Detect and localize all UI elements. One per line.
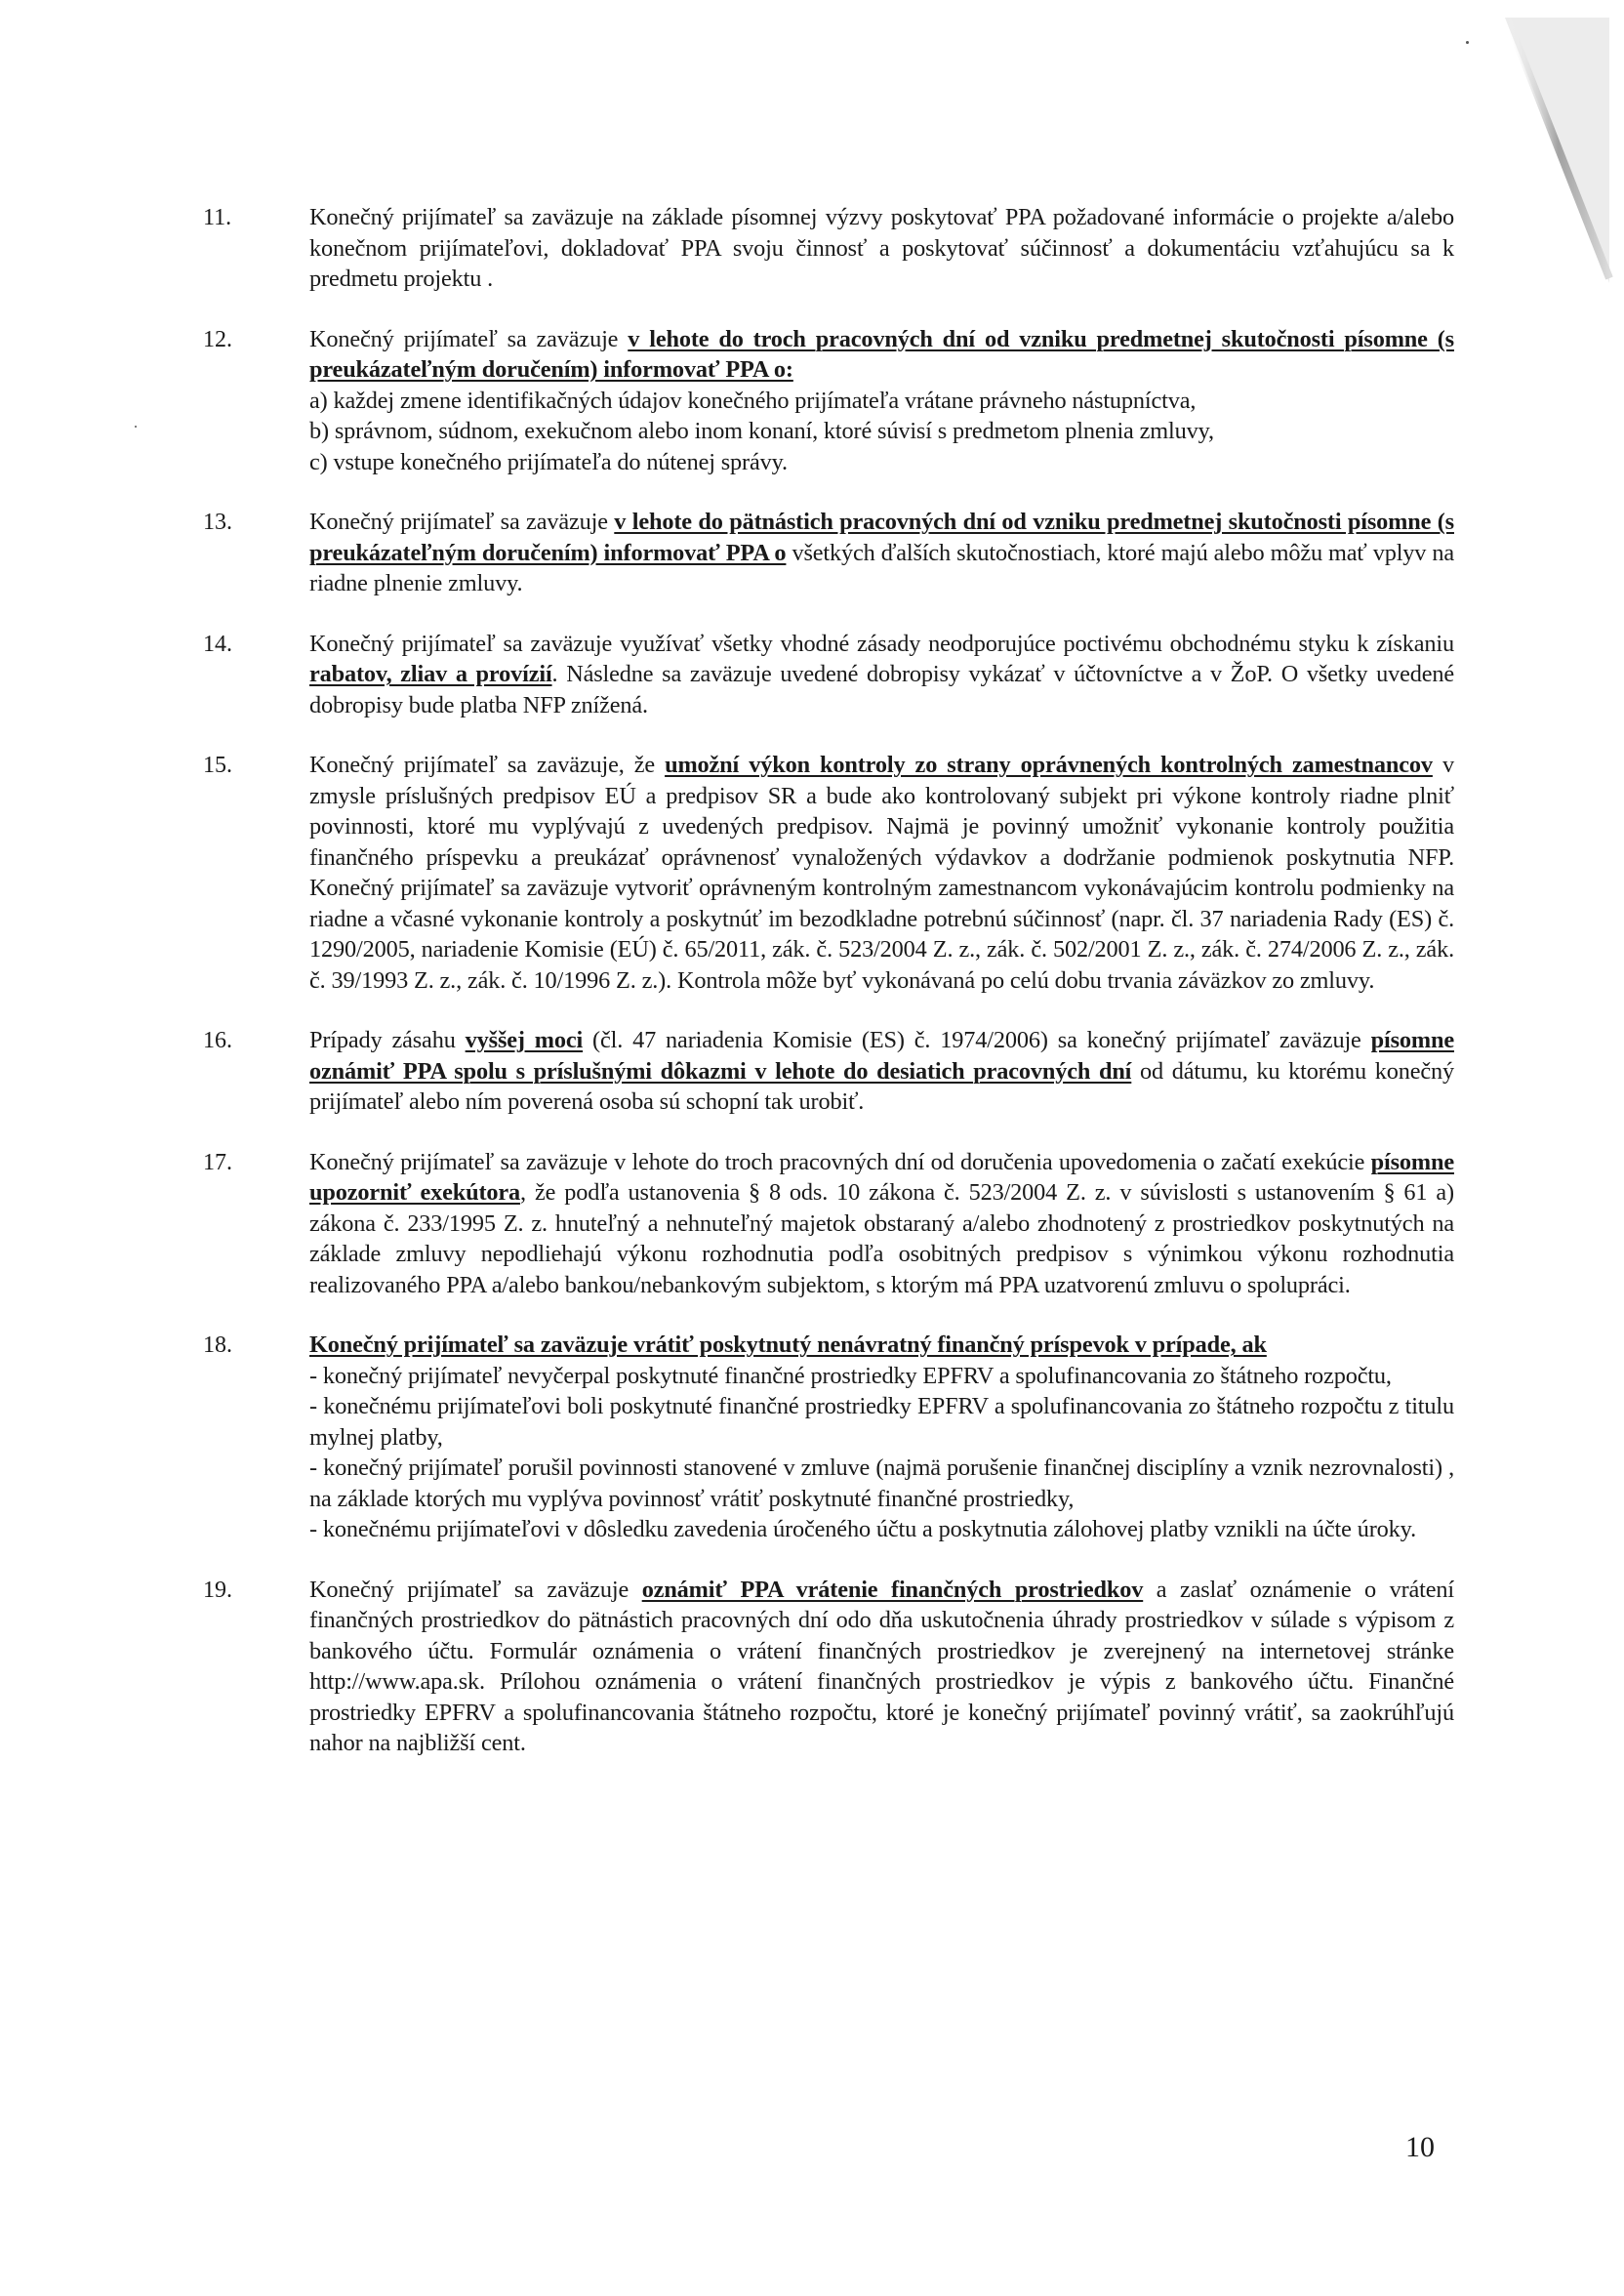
scan-speck — [1466, 41, 1469, 44]
subitem: - konečnému prijímateľovi v dôsledku zavedenia úročeného účtu a poskytnutia zálohovej platby vznikli na účte úroky. — [309, 1516, 1416, 1542]
subitem: a) každej zmene identifikačných údajov konečného prijímateľa vrátane právneho nástupníctva, — [309, 387, 1197, 414]
clause-subitems — [309, 1361, 1454, 1545]
text-run: Konečný prijímateľ sa zaväzuje — [309, 1576, 642, 1603]
text-run: . Následne sa zaväzuje uvedené dobropisy vykázať v účtovníctve a v ŽoP. O všetky uvedené dobropisy bude platba NFP znížená. — [309, 661, 1454, 718]
text-run: všetkých ďalších skutočnostiach, ktoré majú alebo môžu mať vplyv na riadne plnenie zmluvy. — [309, 539, 1454, 596]
emphasized-text: písomne upozorniť exekútora — [309, 1148, 1454, 1206]
emphasized-text: oznámiť PPA vrátenie finančných prostriedkov — [641, 1576, 1144, 1603]
text-run: (čl. 47 nariadenia Komisie (ES) č. 1974/2006) sa konečný prijímateľ zaväzuje — [583, 1027, 1371, 1053]
text-run: Konečný prijímateľ sa zaväzuje využívať všetky vhodné zásady neodporujúce poctivému obchodnému styku k získaniu — [309, 630, 1454, 657]
clause-11 — [203, 202, 1454, 295]
emphasized-text: rabatov, zliav a provízií — [309, 661, 552, 687]
emphasized-text: písomne oznámiť PPA spolu s príslušnými dôkazmi v lehote do desiatich pracovných dní — [309, 1027, 1454, 1085]
document-body — [203, 202, 1454, 1788]
page-fold-shadow — [1468, 0, 1624, 293]
clause-16 — [203, 1025, 1454, 1118]
text-run: , že podľa ustanovenia § 8 ods. 10 zákona č. 523/2004 Z. z. v súvislosti s ustanovením § 61 a) zákona č. 233/1995 Z. z. hnuteľný a nehnuteľný majetok obstaraný a/alebo zhodnotený z prostriedkov poskytnutých na základe zmluvy nepodliehajú výkonu rozhodnutia podľa osobitných predpisov s výnimkou výkonu rozhodnutia realizovaného PPA a/alebo bankou/nebankovým subjektom, s ktorým má PPA uzatvorenú zmluvu o spolupráci. — [309, 1179, 1454, 1298]
clause-text — [309, 202, 1454, 295]
clause-18 — [203, 1330, 1454, 1545]
clause-text — [309, 507, 1454, 599]
subitem: b) správnom, súdnom, exekučnom alebo inom konaní, ktoré súvisí s predmetom plnenia zmluvy, — [309, 418, 1214, 444]
emphasized-text: Konečný prijímateľ sa zaväzuje vrátiť poskytnutý nenávratný finančný príspevok v prípade, ak — [309, 1332, 1267, 1358]
text-run: Konečný prijímateľ sa zaväzuje — [309, 325, 629, 352]
clause-text — [309, 750, 1454, 996]
clause-number: 11. — [203, 205, 232, 230]
clause-subitems — [309, 386, 1454, 478]
clause-text — [309, 324, 1454, 386]
clause-text — [309, 629, 1454, 721]
text-run: od dátumu, ku ktorému konečný prijímateľ alebo ním poverená osoba sú schopní tak urobiť. — [309, 1057, 1454, 1115]
clause-17 — [203, 1147, 1454, 1301]
text-run: Prípady zásahu — [309, 1027, 466, 1053]
clause-text — [309, 1025, 1454, 1118]
scan-speck — [135, 426, 137, 428]
clause-number: 15. — [203, 753, 232, 778]
clause-13 — [203, 507, 1454, 599]
clause-15 — [203, 750, 1454, 996]
clause-number: 16. — [203, 1028, 232, 1053]
emphasized-text: v lehote do pätnástich pracovných dní od vzniku predmetnej skutočnosti písomne (s preukázateľným doručením) informovať PPA o — [309, 509, 1454, 566]
clause-number: 18. — [203, 1332, 232, 1358]
clause-number: 12. — [203, 326, 232, 352]
clause-text — [309, 1330, 1454, 1361]
text-run: a zaslať oznámenie o vrátení finančných prostriedkov do pätnástich pracovných dní odo dňa uskutočnenia úhrady prostriedkov v súlade s výpisom z bankového účtu. Formulár oznámenia o vrátení finančných prostriedkov je zverejnený na internetovej stránke http://www.apa.sk. Prílohou oznámenia o vrátení finančných prostriedkov je výpis z bankového účtu. Finančné prostriedky EPFRV a spolufinancovania štátneho rozpočtu, ktoré je konečný prijímateľ povinný vrátiť, sa zaokrúhľujú nahor na najbližší cent. — [309, 1576, 1454, 1756]
subitem: - konečnému prijímateľovi boli poskytnuté finančné prostriedky EPFRV a spolufinancovania zo štátneho rozpočtu z titulu mylnej platby, — [309, 1393, 1454, 1451]
text-run: v zmysle príslušných predpisov EÚ a predpisov SR a bude ako kontrolovaný subjekt pri výkone kontroly riadne plniť povinnosti, ktoré mu vyplývajú z uvedených predpisov. Najmä je povinný umožniť vykonanie kontroly použitia finančného príspevku a preukázať oprávnenosť vynaložených výdavkov a dodržanie podmienok poskytnutia NFP. Konečný prijímateľ sa zaväzuje vytvoriť oprávneným kontrolným zamestnancom vykonávajúcim kontrolu podmienky na riadne a včasné vykonanie kontroly a poskytnúť im bezodkladne potrebnú súčinnosť (napr. čl. 37 nariadenia Rady (ES) č. 1290/2005, nariadenie Komisie (EÚ) č. 65/2011, zák. č. 523/2004 Z. z., zák. č. 502/2001 Z. z., zák. č. 274/2006 Z. z., zák. č. 39/1993 Z. z., zák. č. 10/1996 Z. z.). Kontrola môže byť vykonávaná po celú dobu trvania záväzkov zo zmluvy. — [309, 752, 1454, 994]
clause-text — [309, 1575, 1454, 1759]
subitem: c) vstupe konečného prijímateľa do nútenej správy. — [309, 448, 788, 475]
emphasized-text: vyššej moci — [465, 1027, 584, 1053]
clause-text — [309, 1147, 1454, 1301]
clause-number: 13. — [203, 510, 232, 535]
clause-12 — [203, 324, 1454, 478]
emphasized-text: v lehote do troch pracovných dní od vzniku predmetnej skutočnosti písomne (s preukázateľným doručením) informovať PPA o: — [309, 325, 1454, 383]
clause-number: 17. — [203, 1149, 232, 1175]
subitem: - konečný prijímateľ nevyčerpal poskytnuté finančné prostriedky EPFRV a spolufinancovania zo štátneho rozpočtu, — [309, 1362, 1392, 1389]
text-run: Konečný prijímateľ sa zaväzuje v lehote do troch pracovných dní od doručenia upovedomenia o začatí exekúcie — [309, 1148, 1371, 1175]
clause-number: 19. — [203, 1577, 232, 1603]
clause-number: 14. — [203, 631, 232, 657]
page-number: 10 — [1405, 2131, 1435, 2163]
text-run: Konečný prijímateľ sa zaväzuje — [309, 509, 615, 535]
emphasized-text: umožní výkon kontroly zo strany oprávnených kontrolných zamestnancov — [665, 752, 1433, 778]
text-run: Konečný prijímateľ sa zaväzuje, že — [309, 752, 666, 778]
text-run: Konečný prijímateľ sa zaväzuje na základe písomnej výzvy poskytovať PPA požadované informácie o projekte a/alebo konečnom prijímateľovi, dokladovať PPA svoju činnosť a poskytovať súčinnosť a dokumentáciu vzťahujúcu sa k predmetu projektu . — [309, 204, 1454, 292]
subitem: - konečný prijímateľ porušil povinnosti stanovené v zmluve (najmä porušenie finančnej disciplíny a vznik nezrovnalosti) , na základe ktorých mu vyplýva povinnosť vrátiť poskytnuté finančné prostriedky, — [309, 1455, 1454, 1512]
clause-19 — [203, 1575, 1454, 1759]
clause-14 — [203, 629, 1454, 721]
